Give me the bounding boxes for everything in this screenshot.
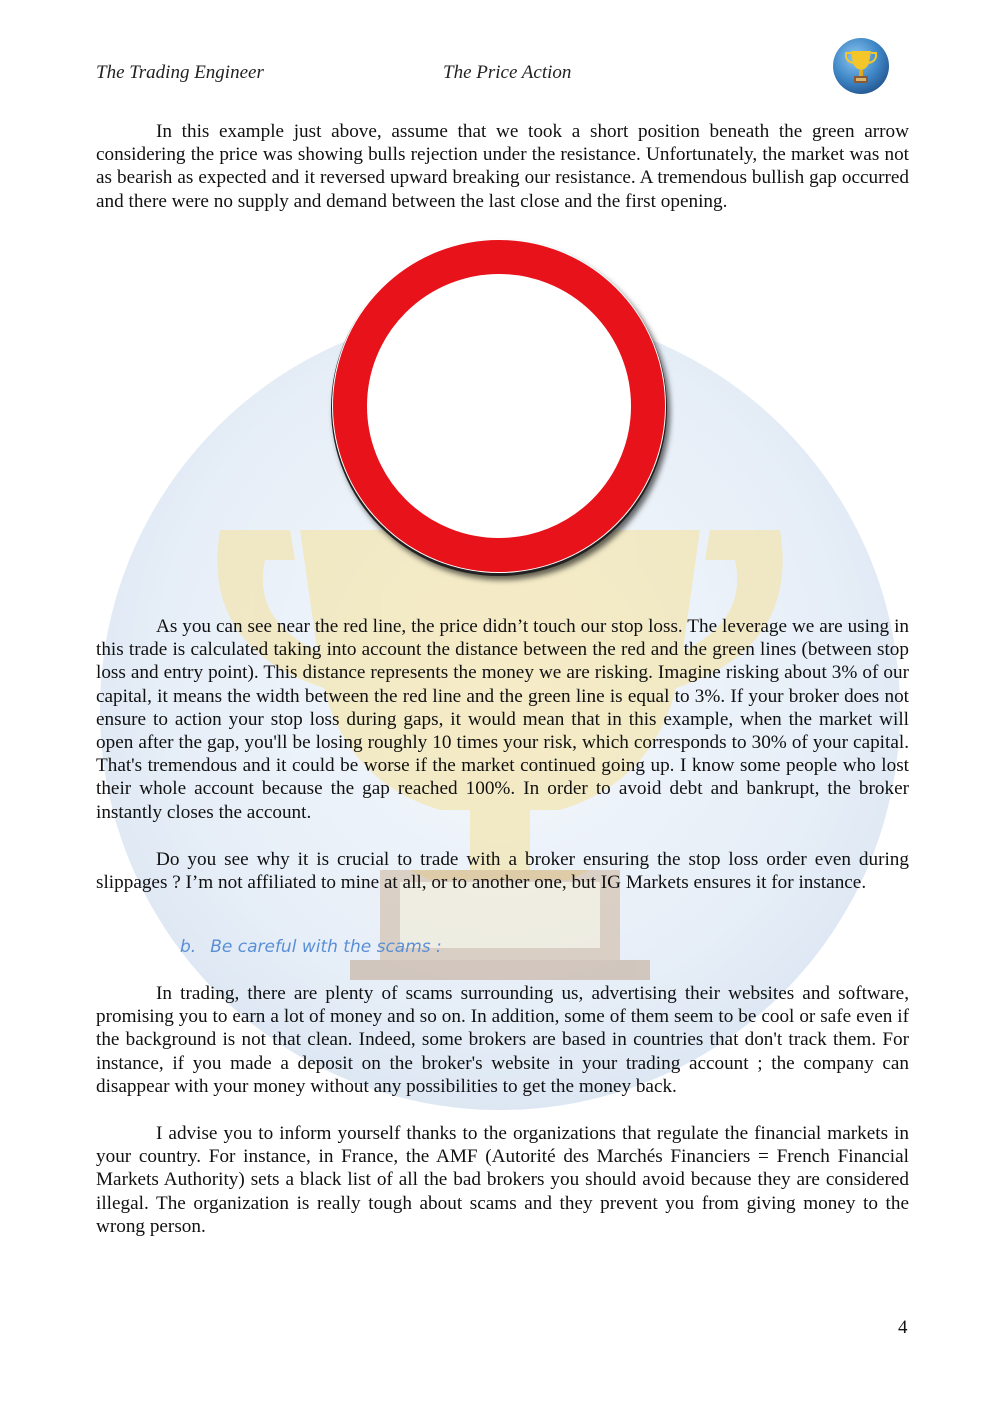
running-header-chapter-title: The Price Action [443, 62, 572, 83]
body-paragraph-regulators: I advise you to inform yourself thanks to the organizations that regulate the financial markets in your country. For instance, in France, the AMF (Autorité des Marchés Financiers = French Financial Markets Authority) sets a black list of all the bad brokers you should avoid because they are considered illegal. The organization is really tough about scams and they prevent you from giving money to the wrong person. [96, 1123, 909, 1237]
section-heading-marker: b. [180, 937, 197, 957]
section-heading-scams [180, 937, 442, 957]
running-header-book-title: The Trading Engineer [96, 62, 264, 83]
body-paragraph-scams: In trading, there are plenty of scams surrounding us, advertising their websites and software, promising you to earn a lot of money and so on. In addition, some of them seem to be cool or safe even if the background is not that clean. Indeed, some brokers are based in countries that don't track them. For instance, if you made a deposit on the broker's website in your trading account ; the company can disappear with your money without any possibilities to get the money back. [96, 983, 909, 1097]
section-heading-text: Be careful with the scams : [210, 937, 442, 957]
body-paragraph-gap-example: In this example just above, assume that we took a short position beneath the green arrow considering the price was showing bulls rejection under the resistance. Unfortunately, the market was not as bearish as expected and it reversed upward breaking our resistance. A tremendous bullish gap occurred and there were no supply and demand between the last close and the first opening. [96, 121, 909, 212]
trophy-icon [832, 37, 890, 95]
no-entry-sign-icon [325, 236, 675, 586]
page-number: 4 [898, 1317, 908, 1338]
body-paragraph-broker-guarantee: Do you see why it is crucial to trade with a broker ensuring the stop loss order even during slippages ? I’m not affiliated to mine at all, or to another one, but IG Markets ensures it for instance. [96, 849, 909, 894]
body-paragraph-stop-loss-risk: As you can see near the red line, the price didn’t touch our stop loss. The leverage we are using in this trade is calculated taking into account the distance between the red and the green lines (between stop loss and entry point). This distance represents the money we are risking. Imagine risking about 3% of our capital, it means the width between the red line and the green line is equal to 3%. If your broker does not ensure to action your stop loss during gaps, it would mean that in this example, when the market will open after the gap, you'll be losing roughly 10 times your risk, which corresponds to 30% of your capital. That's tremendous and it could be worse if the market continued going up. I know some people who lost their whole account because the gap reached 100%. In order to avoid debt and bankrupt, the broker instantly closes the account. [96, 616, 909, 823]
